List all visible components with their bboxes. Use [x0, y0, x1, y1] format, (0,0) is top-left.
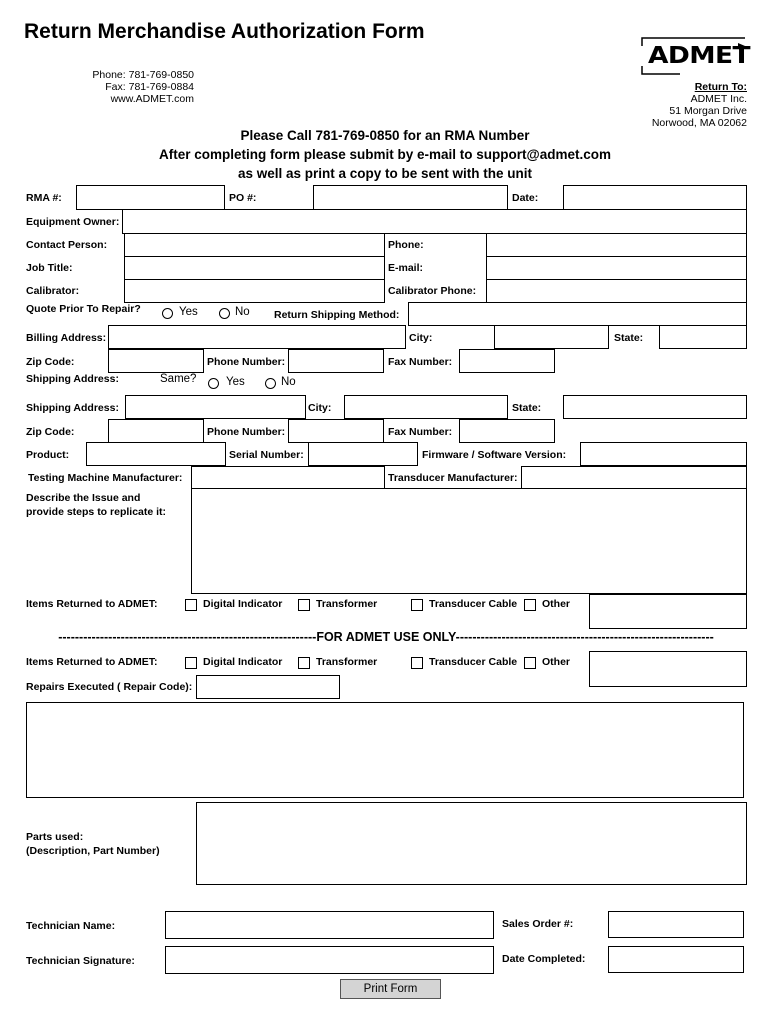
describe-issue-label-1: Describe the Issue and: [26, 492, 141, 504]
same-yes-radio[interactable]: [208, 378, 219, 389]
admet-other-input[interactable]: [589, 651, 747, 687]
form-title: Return Merchandise Authorization Form: [24, 20, 425, 43]
shipping-fax-number-input[interactable]: [459, 419, 555, 443]
shipping-zip-input[interactable]: [108, 419, 204, 443]
same-no-label: No: [281, 376, 296, 388]
admet-digital-indicator-checkbox[interactable]: [185, 657, 197, 669]
parts-used-label-1: Parts used:: [26, 831, 84, 843]
shipping-state-input[interactable]: [563, 395, 747, 419]
admet-use-only-divider: --------------------------------------------------------------FOR ADMET USE ONLY--------------------------------------------------------------: [58, 630, 714, 644]
shipping-state-label: State:: [512, 402, 542, 414]
shipping-phone-number-label: Phone Number:: [207, 426, 286, 438]
billing-phone-number-input[interactable]: [288, 349, 384, 373]
describe-issue-label-2: provide steps to replicate it:: [26, 506, 167, 518]
email-input[interactable]: [486, 256, 747, 280]
shipping-phone-number-input[interactable]: [288, 419, 384, 443]
date-completed-input[interactable]: [608, 946, 744, 973]
billing-fax-number-input[interactable]: [459, 349, 555, 373]
parts-used-label-2: (Description, Part Number): [26, 845, 160, 857]
product-label: Product:: [26, 449, 70, 461]
admet-transducer-cable-label: Transducer Cable: [429, 656, 518, 668]
quote-yes-label: Yes: [179, 306, 198, 318]
billing-zip-input[interactable]: [108, 349, 204, 373]
serial-number-input[interactable]: [308, 442, 418, 466]
technician-signature-label: Technician Signature:: [26, 955, 135, 967]
calibrator-phone-label: Calibrator Phone:: [388, 285, 477, 297]
transducer-cable-checkbox[interactable]: [411, 599, 423, 611]
po-label: PO #:: [229, 192, 257, 204]
technician-signature-input[interactable]: [165, 946, 494, 974]
return-to-label: Return To:: [694, 81, 747, 93]
firmware-input[interactable]: [580, 442, 747, 466]
contact-phone: Phone: 781-769-0850: [92, 69, 194, 81]
testing-machine-mfr-input[interactable]: [191, 466, 385, 489]
return-shipping-label: Return Shipping Method:: [274, 309, 400, 321]
instruction-line-2: After completing form please submit by e-mail to support@admet.com: [159, 147, 611, 162]
return-shipping-input[interactable]: [408, 302, 747, 326]
return-to-city: Norwood, MA 02062: [651, 117, 747, 129]
po-input[interactable]: [313, 185, 508, 210]
contact-fax: Fax: 781-769-0884: [105, 81, 194, 93]
billing-phone-number-label: Phone Number:: [207, 356, 286, 368]
firmware-label: Firmware / Software Version:: [422, 449, 567, 461]
phone-label: Phone:: [388, 239, 424, 251]
admet-items-returned-label: Items Returned to ADMET:: [26, 656, 158, 668]
equipment-owner-input[interactable]: [122, 209, 747, 234]
calibrator-phone-input[interactable]: [486, 279, 747, 303]
billing-address-label: Billing Address:: [26, 332, 107, 344]
digital-indicator-checkbox[interactable]: [185, 599, 197, 611]
date-completed-label: Date Completed:: [502, 953, 586, 965]
admet-logo: [640, 36, 750, 76]
return-to-company: ADMET Inc.: [690, 93, 747, 105]
quote-no-radio[interactable]: [219, 308, 230, 319]
calibrator-label: Calibrator:: [26, 285, 80, 297]
same-no-radio[interactable]: [265, 378, 276, 389]
billing-city-input[interactable]: [494, 325, 609, 349]
instruction-line-3: as well as print a copy to be sent with the unit: [237, 166, 533, 181]
date-label: Date:: [512, 192, 539, 204]
sales-order-label: Sales Order #:: [502, 918, 574, 930]
shipping-address-input[interactable]: [125, 395, 306, 419]
transducer-cable-label: Transducer Cable: [429, 598, 518, 610]
admet-transformer-label: Transformer: [316, 656, 378, 668]
print-form-button[interactable]: Print Form: [340, 979, 441, 999]
contact-person-input[interactable]: [124, 233, 385, 257]
quote-yes-radio[interactable]: [162, 308, 173, 319]
product-input[interactable]: [86, 442, 226, 466]
calibrator-input[interactable]: [124, 279, 385, 303]
instruction-line-1: Please Call 781-769-0850 for an RMA Number: [240, 128, 530, 143]
technician-name-input[interactable]: [165, 911, 494, 939]
email-label: E-mail:: [388, 262, 424, 274]
transformer-label: Transformer: [316, 598, 378, 610]
phone-input[interactable]: [486, 233, 747, 257]
return-to-street: 51 Morgan Drive: [669, 105, 747, 117]
describe-issue-textarea[interactable]: [191, 488, 747, 594]
admet-transducer-cable-checkbox[interactable]: [411, 657, 423, 669]
same-yes-label: Yes: [226, 376, 245, 388]
repair-code-input[interactable]: [196, 675, 340, 699]
digital-indicator-label: Digital Indicator: [203, 598, 283, 610]
admet-other-checkbox[interactable]: [524, 657, 536, 669]
date-input[interactable]: [563, 185, 747, 210]
billing-zip-label: Zip Code:: [26, 356, 75, 368]
billing-state-input[interactable]: [659, 325, 747, 349]
equipment-owner-label: Equipment Owner:: [26, 216, 120, 228]
shipping-same-label: Shipping Address:: [26, 373, 119, 385]
billing-fax-number-label: Fax Number:: [388, 356, 453, 368]
parts-used-textarea[interactable]: [196, 802, 747, 885]
other-label: Other: [542, 598, 571, 610]
shipping-city-label: City:: [308, 402, 332, 414]
technician-name-label: Technician Name:: [26, 920, 116, 932]
rma-label: RMA #:: [26, 192, 62, 204]
job-title-input[interactable]: [124, 256, 385, 280]
shipping-fax-number-label: Fax Number:: [388, 426, 453, 438]
contact-person-label: Contact Person:: [26, 239, 108, 251]
quote-label: Quote Prior To Repair?: [26, 303, 141, 315]
shipping-address-label: Shipping Address:: [26, 402, 119, 414]
sales-order-input[interactable]: [608, 911, 744, 938]
repairs-executed-label: Repairs Executed ( Repair Code):: [26, 681, 193, 693]
logo-text: ADMET: [648, 43, 750, 69]
items-returned-label: Items Returned to ADMET:: [26, 598, 158, 610]
transducer-mfr-input[interactable]: [521, 466, 747, 489]
billing-city-label: City:: [409, 332, 433, 344]
admet-transformer-checkbox[interactable]: [298, 657, 310, 669]
admet-digital-indicator-label: Digital Indicator: [203, 656, 283, 668]
shipping-city-input[interactable]: [344, 395, 508, 419]
admet-other-label: Other: [542, 656, 571, 668]
job-title-label: Job Title:: [26, 262, 73, 274]
same-label: Same?: [160, 373, 197, 385]
billing-address-input[interactable]: [108, 325, 406, 349]
transducer-mfr-label: Transducer Manufacturer:: [388, 472, 518, 484]
shipping-zip-label: Zip Code:: [26, 426, 75, 438]
repairs-executed-textarea[interactable]: [26, 702, 744, 798]
other-checkbox[interactable]: [524, 599, 536, 611]
serial-number-label: Serial Number:: [229, 449, 304, 461]
testing-machine-mfr-label: Testing Machine Manufacturer:: [28, 472, 183, 484]
other-input[interactable]: [589, 594, 747, 629]
contact-web: www.ADMET.com: [110, 93, 194, 105]
rma-input[interactable]: [76, 185, 225, 210]
billing-state-label: State:: [614, 332, 644, 344]
quote-no-label: No: [235, 306, 250, 318]
transformer-checkbox[interactable]: [298, 599, 310, 611]
